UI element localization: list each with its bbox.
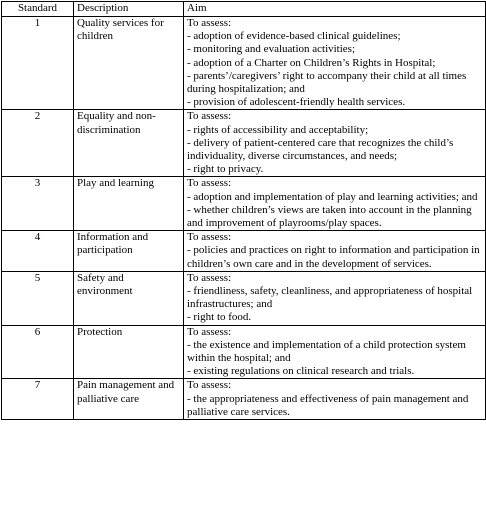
table-row xyxy=(2,177,486,231)
aim-line: To assess: xyxy=(187,271,232,284)
standard-description: Safety and environment xyxy=(74,271,184,325)
standard-aim xyxy=(184,110,486,177)
table-row xyxy=(2,17,486,110)
aim-line: - existing regulations on clinical research and trials. xyxy=(187,365,415,378)
standard-aim xyxy=(184,231,486,272)
aim-line: - adoption of evidence-based clinical guidelines; xyxy=(187,30,401,43)
standard-aim xyxy=(184,271,486,325)
aim-line: To assess: xyxy=(187,325,232,338)
aim-line: - whether children’s views are taken into account in the planning and improvement of playrooms/play spaces. xyxy=(187,203,472,230)
standard-number: 5 xyxy=(2,271,74,325)
aim-line: - friendliness, safety, cleanliness, and appropriateness of hospital infrastructures; and xyxy=(187,285,473,311)
aim-line: - adoption and implementation of play and learning activities; and xyxy=(187,190,478,203)
aim-line: - adoption of a Charter on Children’s Rights in Hospital; xyxy=(187,56,436,69)
standard-description: Pain management and palliative care xyxy=(74,379,184,420)
table-row xyxy=(2,379,486,420)
table-row xyxy=(2,231,486,272)
standard-aim xyxy=(184,17,486,110)
standard-number: 3 xyxy=(2,177,74,231)
aim-line: - the existence and implementation of a child protection system within the hospital; and xyxy=(187,338,466,365)
standard-number: 2 xyxy=(2,110,74,177)
standard-description: Information and participation xyxy=(74,231,184,272)
aim-line: To assess: xyxy=(187,379,232,392)
standard-aim xyxy=(184,379,486,420)
aim-line: To assess: xyxy=(187,177,232,190)
standard-description: Play and learning xyxy=(74,177,184,231)
standard-number: 7 xyxy=(2,379,74,420)
header-description: Description xyxy=(74,2,184,17)
aim-line: - the appropriateness and effectiveness of pain management and palliative care services. xyxy=(187,392,469,418)
aim-line: - delivery of patient-centered care that recognizes the child’s individuality, diverse circumstances, and needs; xyxy=(187,136,454,163)
aim-line: - monitoring and evaluation activities; xyxy=(187,43,356,56)
header-aim: Aim xyxy=(184,2,486,17)
standard-aim xyxy=(184,325,486,379)
standard-number: 4 xyxy=(2,231,74,272)
table-row xyxy=(2,110,486,177)
aim-line: - provision of adolescent-friendly health services. xyxy=(187,96,406,109)
standards-table xyxy=(1,1,486,420)
aim-line: - right to privacy. xyxy=(187,163,264,176)
aim-line: - rights of accessibility and acceptability; xyxy=(187,123,369,136)
standard-aim xyxy=(184,177,486,231)
standard-description: Equality and non-discrimination xyxy=(74,110,184,177)
aim-line: To assess: xyxy=(187,17,232,29)
table-row xyxy=(2,271,486,325)
aim-line: To assess: xyxy=(187,110,232,123)
header-standard: Standard xyxy=(2,2,74,17)
aim-line: To assess: xyxy=(187,231,232,244)
table-row xyxy=(2,325,486,379)
table-header-row xyxy=(2,2,486,17)
aim-line: - parents’/caregivers’ right to accompany their child at all times during hospitalization; and xyxy=(187,69,467,96)
standard-description: Quality services for children xyxy=(74,17,184,110)
standard-number: 6 xyxy=(2,325,74,379)
standard-description: Protection xyxy=(74,325,184,379)
standard-number: 1 xyxy=(2,17,74,110)
aim-line: - right to food. xyxy=(187,311,252,324)
aim-line: - policies and practices on right to information and participation in children’s own care and in the development of services. xyxy=(187,244,480,270)
